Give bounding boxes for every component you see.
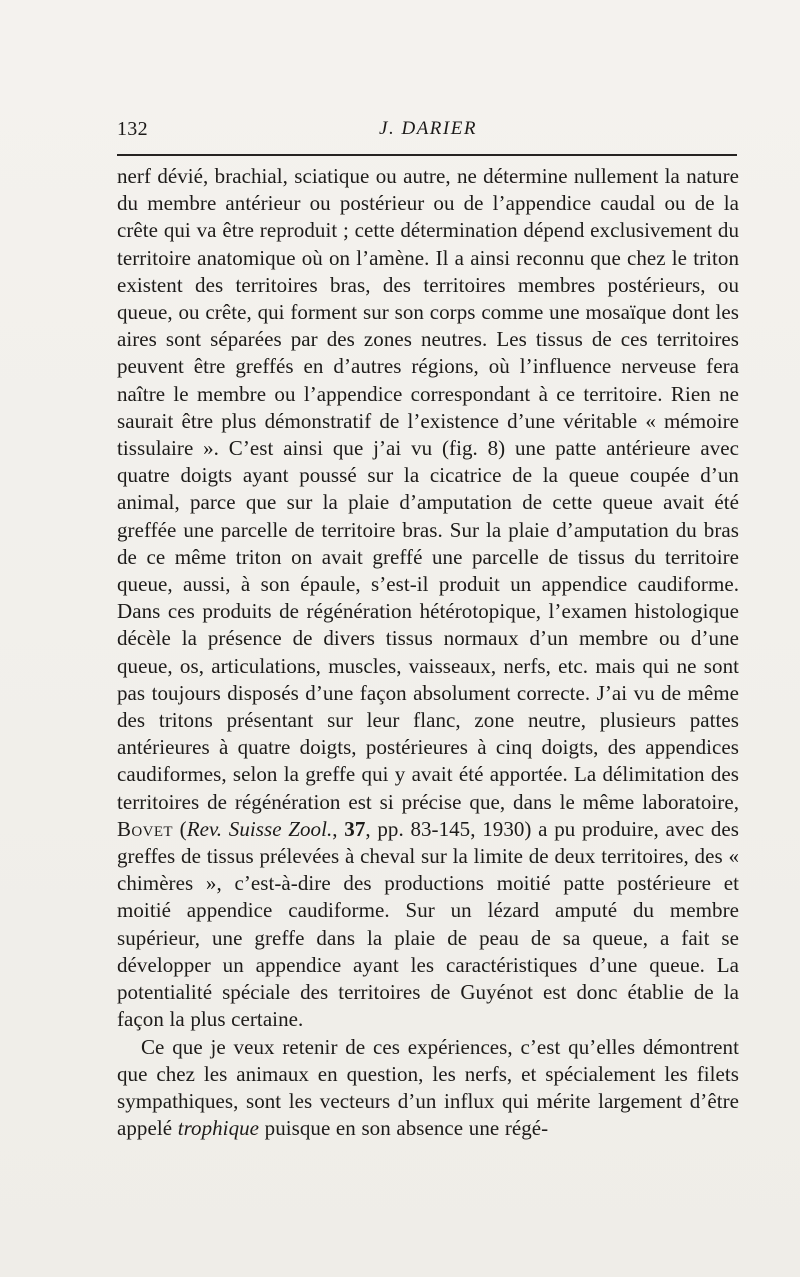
- author-name: Bovet: [117, 816, 173, 841]
- paragraph-1-text-b: , pp. 83-145, 1930) a pu produire, avec des greffes de tissus prélevées à cheval sur la limite de deux territoires, des « chimères », c’est-à-dire des productions moitié patte postérieure et moitié appendice caudiforme. Sur un lézard amputé du membre supérieur, une greffe dans la plaie de peau de sa queue, a fait se développer un appendice ayant les caractéristiques d’une queue. La potentialité spéciale des territoires de Guyénot est donc établie de la façon la plus certaine.: [117, 816, 739, 1032]
- paragraph-2: [117, 1034, 739, 1143]
- emphasis-word: trophique: [177, 1116, 260, 1141]
- body-text: [117, 163, 739, 1142]
- journal-volume: 37: [344, 816, 366, 841]
- paragraph-1-text-a: nerf dévié, brachial, sciatique ou autre, ne détermine nullement la nature du membre antérieur ou postérieur ou de l’appendice caudal ou de la crête qui va être reproduit ; cette détermination dépend exclusivement du territoire anatomique où on l’amène. Il a ainsi reconnu que chez le triton existent des territoires bras, des territoires membres postérieurs, ou queue, ou crête, qui forment sur son corps comme une mosaïque dont les aires sont séparées par des zones neutres. Les tissus de ces territoires peuvent être greffés en d’autres régions, où l’influence nerveuse fera naître le membre ou l’appendice correspondant à ce territoire. Rien ne saurait être plus démonstratif de l’existence d’une véritable « mémoire tissulaire ». C’est ainsi que j’ai vu (fig. 8) une patte antérieure avec quatre doigts ayant poussé sur la cicatrice de la queue coupée d’un animal, parce que sur la plaie d’amputation de cette queue avait été greffée une parcelle de territoire bras. Sur la plaie d’amputation du bras de ce même triton on avait greffé une parcelle de tissus du territoire queue, aussi, à son épaule, s’est-il produit un appendice caudiforme. Dans ces produits de régénération hétérotopique, l’examen histologique décèle la présence de divers tissus normaux d’un membre ou d’une queue, os, articulations, muscles, vaisseaux, nerfs, etc. mais qui ne sont pas toujours disposés d’une façon absolument correcte. J’ai vu de même des tritons présentant sur leur flanc, zone neutre, plusieurs pattes antérieures à quatre doigts, postérieures à cinq doigts, des appendices caudiformes, selon la greffe qui y avait été apportée. La délimitation des territoires de régénération est si précise que, dans le même laboratoire,: [117, 164, 739, 814]
- citation-comma: ,: [332, 816, 345, 841]
- journal-name: Rev. Suisse Zool.: [186, 816, 333, 841]
- paragraph-2-text-b: puisque en son absence une régé-: [259, 1116, 549, 1141]
- paragraph-2-text-a: Ce que je veux retenir de ces expériences, c’est qu’elles démontrent que chez les animaux en question, les nerfs, et spécialement les filets sympathiques, sont les vecteurs d’un influx qui mérite largement d’être appelé: [117, 1034, 739, 1141]
- page-number: 132: [117, 118, 148, 140]
- page-header: [117, 118, 739, 148]
- citation-open: (: [173, 816, 187, 841]
- paragraph-1: [117, 163, 739, 1034]
- running-head: J. DARIER: [379, 118, 477, 139]
- header-rule: [117, 154, 737, 156]
